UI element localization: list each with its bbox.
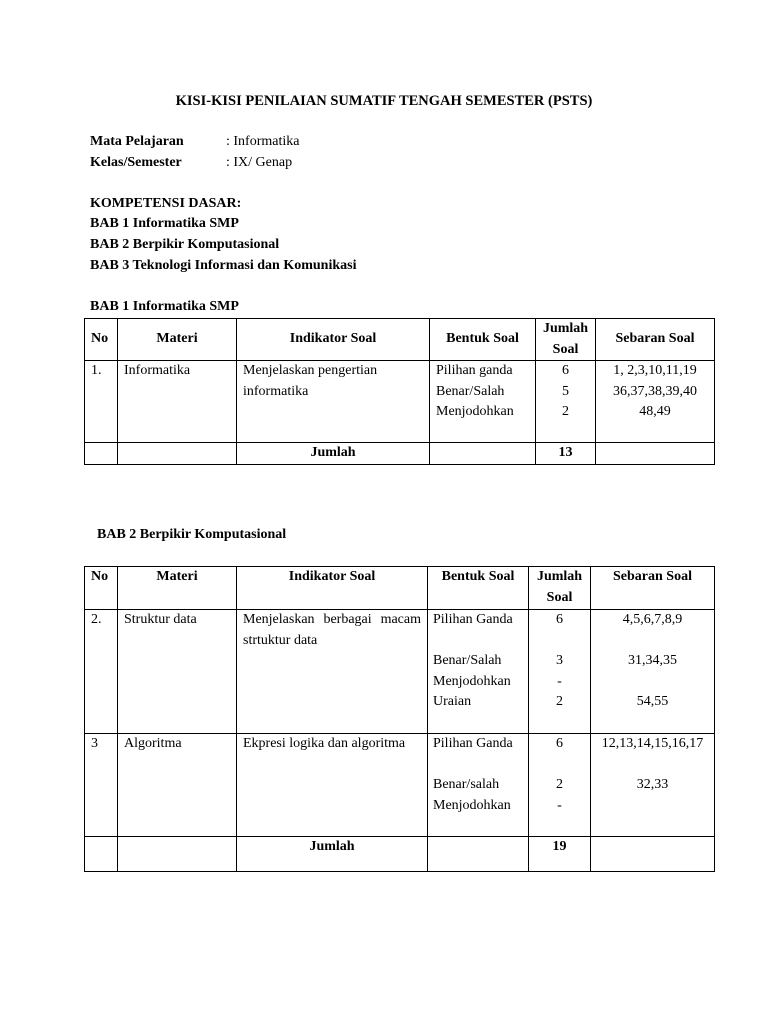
sebaran-item: 1, 2,3,10,11,19 bbox=[613, 363, 697, 379]
kompetensi-item: BAB 1 Informatika SMP bbox=[90, 216, 239, 231]
total-value: 13 bbox=[536, 443, 596, 465]
jumlah-item: 6 bbox=[556, 736, 563, 751]
sebaran-item: 32,33 bbox=[636, 777, 669, 793]
cell-jumlah bbox=[529, 734, 591, 837]
sebaran-item: 36,37,38,39,40 bbox=[613, 383, 697, 399]
sebaran-item: 54,55 bbox=[636, 694, 669, 710]
cell-empty bbox=[85, 837, 118, 872]
cell-empty bbox=[430, 443, 536, 465]
sebaran-item bbox=[593, 796, 712, 817]
bentuk-item: Benar/Salah bbox=[436, 383, 505, 399]
bab2-table bbox=[84, 566, 715, 872]
jumlah-item bbox=[535, 755, 584, 776]
header-bentuk: Bentuk Soal bbox=[430, 319, 536, 361]
cell-empty bbox=[85, 443, 118, 465]
sebaran-item bbox=[593, 755, 712, 776]
cell-empty bbox=[428, 837, 529, 872]
jumlah-item: 2 bbox=[556, 777, 563, 793]
bentuk-item: Uraian bbox=[433, 694, 472, 710]
cell-empty bbox=[118, 443, 237, 465]
bentuk-item: Pilihan ganda bbox=[436, 363, 513, 379]
cell-indikator: Menjelaskan berbagai macam strtuktur data bbox=[237, 610, 428, 734]
bentuk-item: Menjodohkan bbox=[436, 404, 514, 420]
bentuk-item: Menjodohkan bbox=[433, 797, 511, 813]
header-sebaran: Sebaran Soal bbox=[591, 567, 715, 610]
mapel-label: Mata Pelajaran bbox=[90, 134, 184, 149]
table-row bbox=[85, 361, 715, 443]
table-total-row bbox=[85, 443, 715, 465]
cell-empty bbox=[591, 837, 715, 872]
bentuk-item: Benar/Salah bbox=[433, 653, 502, 669]
sebaran-item: 4,5,6,7,8,9 bbox=[622, 612, 683, 627]
cell-empty bbox=[596, 443, 715, 465]
bab1-heading: BAB 1 Informatika SMP bbox=[90, 299, 239, 314]
jumlah-item bbox=[535, 631, 584, 652]
jumlah-item: - bbox=[557, 673, 562, 689]
bentuk-item: Pilihan Ganda bbox=[433, 736, 513, 751]
bentuk-item: Menjodohkan bbox=[433, 673, 511, 689]
header-bentuk: Bentuk Soal bbox=[428, 567, 529, 610]
header-indikator: Indikator Soal bbox=[237, 567, 428, 610]
cell-jumlah bbox=[529, 610, 591, 734]
jumlah-item: - bbox=[557, 797, 562, 813]
document-title: KISI-KISI PENILAIAN SUMATIF TENGAH SEMESTER (PSTS) bbox=[175, 93, 593, 109]
total-label: Jumlah bbox=[237, 443, 430, 465]
header-indikator: Indikator Soal bbox=[237, 319, 430, 361]
cell-no: 3 bbox=[85, 734, 118, 837]
kompetensi-item: BAB 2 Berpikir Komputasional bbox=[90, 237, 280, 252]
bentuk-item bbox=[433, 631, 522, 652]
sebaran-item bbox=[593, 631, 712, 652]
sebaran-item bbox=[593, 672, 712, 693]
total-label: Jumlah bbox=[237, 837, 428, 872]
cell-bentuk bbox=[428, 610, 529, 734]
kompetensi-item: BAB 3 Teknologi Informasi dan Komunikasi bbox=[90, 258, 357, 273]
cell-materi: Algoritma bbox=[118, 734, 237, 837]
bab2-heading: BAB 2 Berpikir Komputasional bbox=[97, 527, 287, 542]
header-no: No bbox=[85, 319, 118, 361]
jumlah-item: 2 bbox=[562, 404, 569, 420]
jumlah-item: 2 bbox=[556, 694, 563, 710]
bentuk-item: Pilihan Ganda bbox=[433, 612, 513, 627]
total-value: 19 bbox=[529, 837, 591, 872]
jumlah-item: 5 bbox=[562, 383, 569, 399]
kompetensi-heading: KOMPETENSI DASAR: bbox=[90, 196, 242, 211]
cell-materi: Informatika bbox=[118, 361, 237, 443]
table-header-row bbox=[85, 319, 715, 361]
header-jumlah: Jumlah Soal bbox=[529, 567, 591, 610]
jumlah-item: 6 bbox=[562, 363, 569, 379]
cell-no: 1. bbox=[85, 361, 118, 443]
sebaran-item: 31,34,35 bbox=[628, 653, 677, 669]
bentuk-item: Benar/salah bbox=[433, 777, 500, 793]
cell-sebaran bbox=[591, 734, 715, 837]
cell-materi: Struktur data bbox=[118, 610, 237, 734]
cell-jumlah bbox=[536, 361, 596, 443]
jumlah-item: 6 bbox=[556, 612, 563, 627]
table-row bbox=[85, 734, 715, 837]
cell-empty bbox=[118, 837, 237, 872]
mapel-value: : Informatika bbox=[226, 134, 300, 149]
bentuk-item bbox=[433, 755, 522, 776]
header-materi: Materi bbox=[118, 319, 237, 361]
table-header-row bbox=[85, 567, 715, 610]
kelas-label: Kelas/Semester bbox=[90, 155, 182, 170]
cell-bentuk bbox=[428, 734, 529, 837]
bab1-table bbox=[84, 318, 715, 465]
cell-indikator: Ekpresi logika dan algoritma bbox=[237, 734, 428, 837]
sebaran-item: 48,49 bbox=[639, 404, 671, 420]
cell-no: 2. bbox=[85, 610, 118, 734]
header-jumlah: Jumlah Soal bbox=[536, 319, 596, 361]
cell-indikator: Menjelaskan pengertian informatika bbox=[237, 361, 430, 443]
cell-sebaran bbox=[591, 610, 715, 734]
header-materi: Materi bbox=[118, 567, 237, 610]
header-sebaran: Sebaran Soal bbox=[596, 319, 715, 361]
header-no: No bbox=[85, 567, 118, 610]
table-row bbox=[85, 610, 715, 734]
cell-bentuk bbox=[430, 361, 536, 443]
jumlah-item: 3 bbox=[556, 653, 563, 669]
cell-sebaran bbox=[596, 361, 715, 443]
sebaran-item: 12,13,14,15,16,17 bbox=[601, 736, 704, 751]
kelas-value: : IX/ Genap bbox=[226, 155, 293, 170]
table-total-row bbox=[85, 837, 715, 872]
